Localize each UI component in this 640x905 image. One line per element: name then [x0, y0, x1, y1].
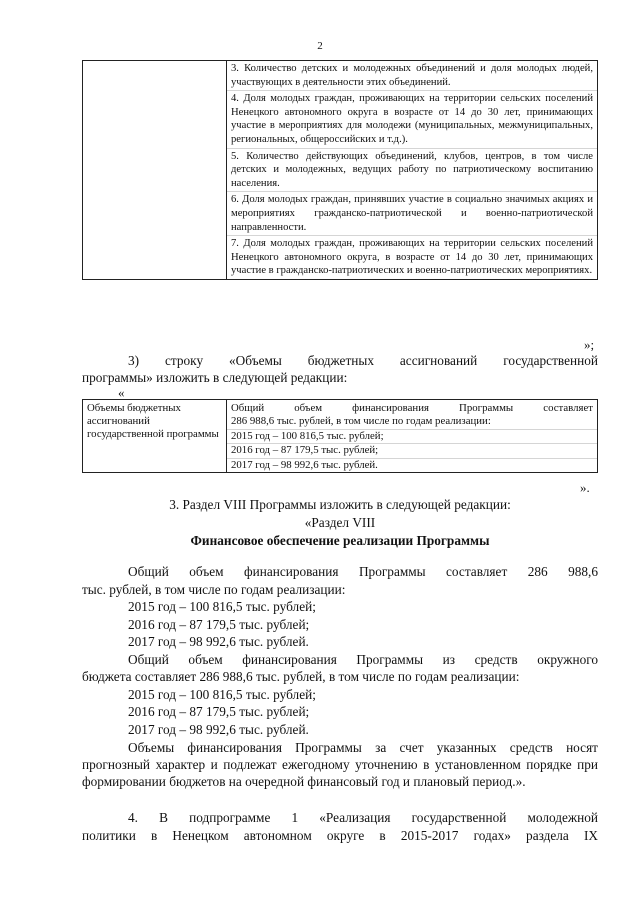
p4-line1: 4. В подпрограмме 1 «Реализация государственной молодежной	[128, 810, 598, 825]
p1-year-2017: 2017 год – 98 992,6 тыс. рублей.	[128, 634, 309, 649]
p4-line2: политики в Ненецком автономном округе в 2015-2017 годах» раздела IX	[82, 828, 598, 843]
p2-year-2016: 2016 год – 87 179,5 тыс. рублей;	[128, 704, 310, 719]
p3-paragraph: Объемы финансирования Программы за счет указанных средств носят прогнозный характер и подлежат ежегодному уточнению в установленном порядке при формировании бюджетов на очередной финансовый год и плановый период.».	[82, 740, 598, 789]
open-quote: «	[118, 385, 125, 400]
indicator-item-4: 4. Доля молодых граждан, проживающих на территории сельских поселений Ненецкого автономного округа в возрасте от 14 до 30 лет, принимающих участие в мероприятиях для молодежи (муниципальных, межмуниципальных, региональных, общероссийских и т.д.).	[227, 91, 597, 148]
indicator-item-5: 5. Количество действующих объединений, клубов, центров, в том числе детских и молодежных, ведущих работу по патриотическому воспитанию населения.	[227, 149, 597, 193]
budget-line-2016: 2016 год – 87 179,5 тыс. рублей;	[227, 444, 597, 458]
section-title: «Раздел VIII	[304, 515, 376, 530]
indicators-table	[82, 60, 598, 280]
budget-line-total-cont: 286 988,6 тыс. рублей, в том числе по годам реализации:	[227, 415, 597, 429]
budget-table	[82, 399, 598, 473]
p1-line1: Общий объем финансирования Программы составляет 286 988,6	[128, 564, 598, 579]
item3-line2: программы» изложить в следующей редакции:	[82, 370, 348, 385]
p2-line1: Общий объем финансирования Программы из средств окружного	[128, 652, 598, 667]
budget-line-total: Общий объем финансирования Программы составляет	[231, 402, 593, 414]
page-number: 2	[317, 40, 323, 52]
closing-quote-1: »;	[584, 337, 595, 352]
indicators-table-left-cell	[83, 61, 227, 279]
budget-table-values	[227, 400, 597, 472]
budget-line-2015: 2015 год – 100 816,5 тыс. рублей;	[227, 430, 597, 444]
indicator-item-7: 7. Доля молодых граждан, проживающих на территории сельских поселений Ненецкого автономного округа, в возрасте от 14 до 30 лет, принимающих участие в гражданско-патриотических и военно-патриотических мероприятиях.	[231, 238, 593, 277]
indicators-table-right-cell	[227, 61, 597, 279]
budget-line-2017: 2017 год – 98 992,6 тыс. рублей.	[231, 458, 378, 471]
p1-year-2016: 2016 год – 87 179,5 тыс. рублей;	[128, 617, 310, 632]
indicator-item-3: 3. Количество детских и молодежных объединений и доля молодых людей, участвующих в деятельности этих объединений.	[227, 61, 597, 91]
p2-line2: бюджета составляет 286 988,6 тыс. рублей, в том числе по годам реализации:	[82, 669, 520, 684]
indicator-item-6: 6. Доля молодых граждан, принявших участие в социально значимых акциях и мероприятиях гражданско-патриотической и военно-патриотической направленности.	[227, 192, 597, 236]
section3-text: 3. Раздел VIII Программы изложить в следующей редакции:	[169, 497, 511, 512]
budget-table-label: Объемы бюджетных ассигнований государственной программы	[83, 400, 227, 472]
p2-year-2017: 2017 год – 98 992,6 тыс. рублей.	[128, 722, 309, 737]
closing-quote-2: ».	[580, 480, 590, 495]
section-heading: Финансовое обеспечение реализации Программы	[190, 533, 490, 548]
item3-line1: 3) строку «Объемы бюджетных ассигнований государственной	[128, 353, 598, 368]
p2-year-2015: 2015 год – 100 816,5 тыс. рублей;	[128, 687, 316, 702]
p1-line2: тыс. рублей, в том числе по годам реализации:	[82, 582, 346, 597]
p1-year-2015: 2015 год – 100 816,5 тыс. рублей;	[128, 599, 316, 614]
